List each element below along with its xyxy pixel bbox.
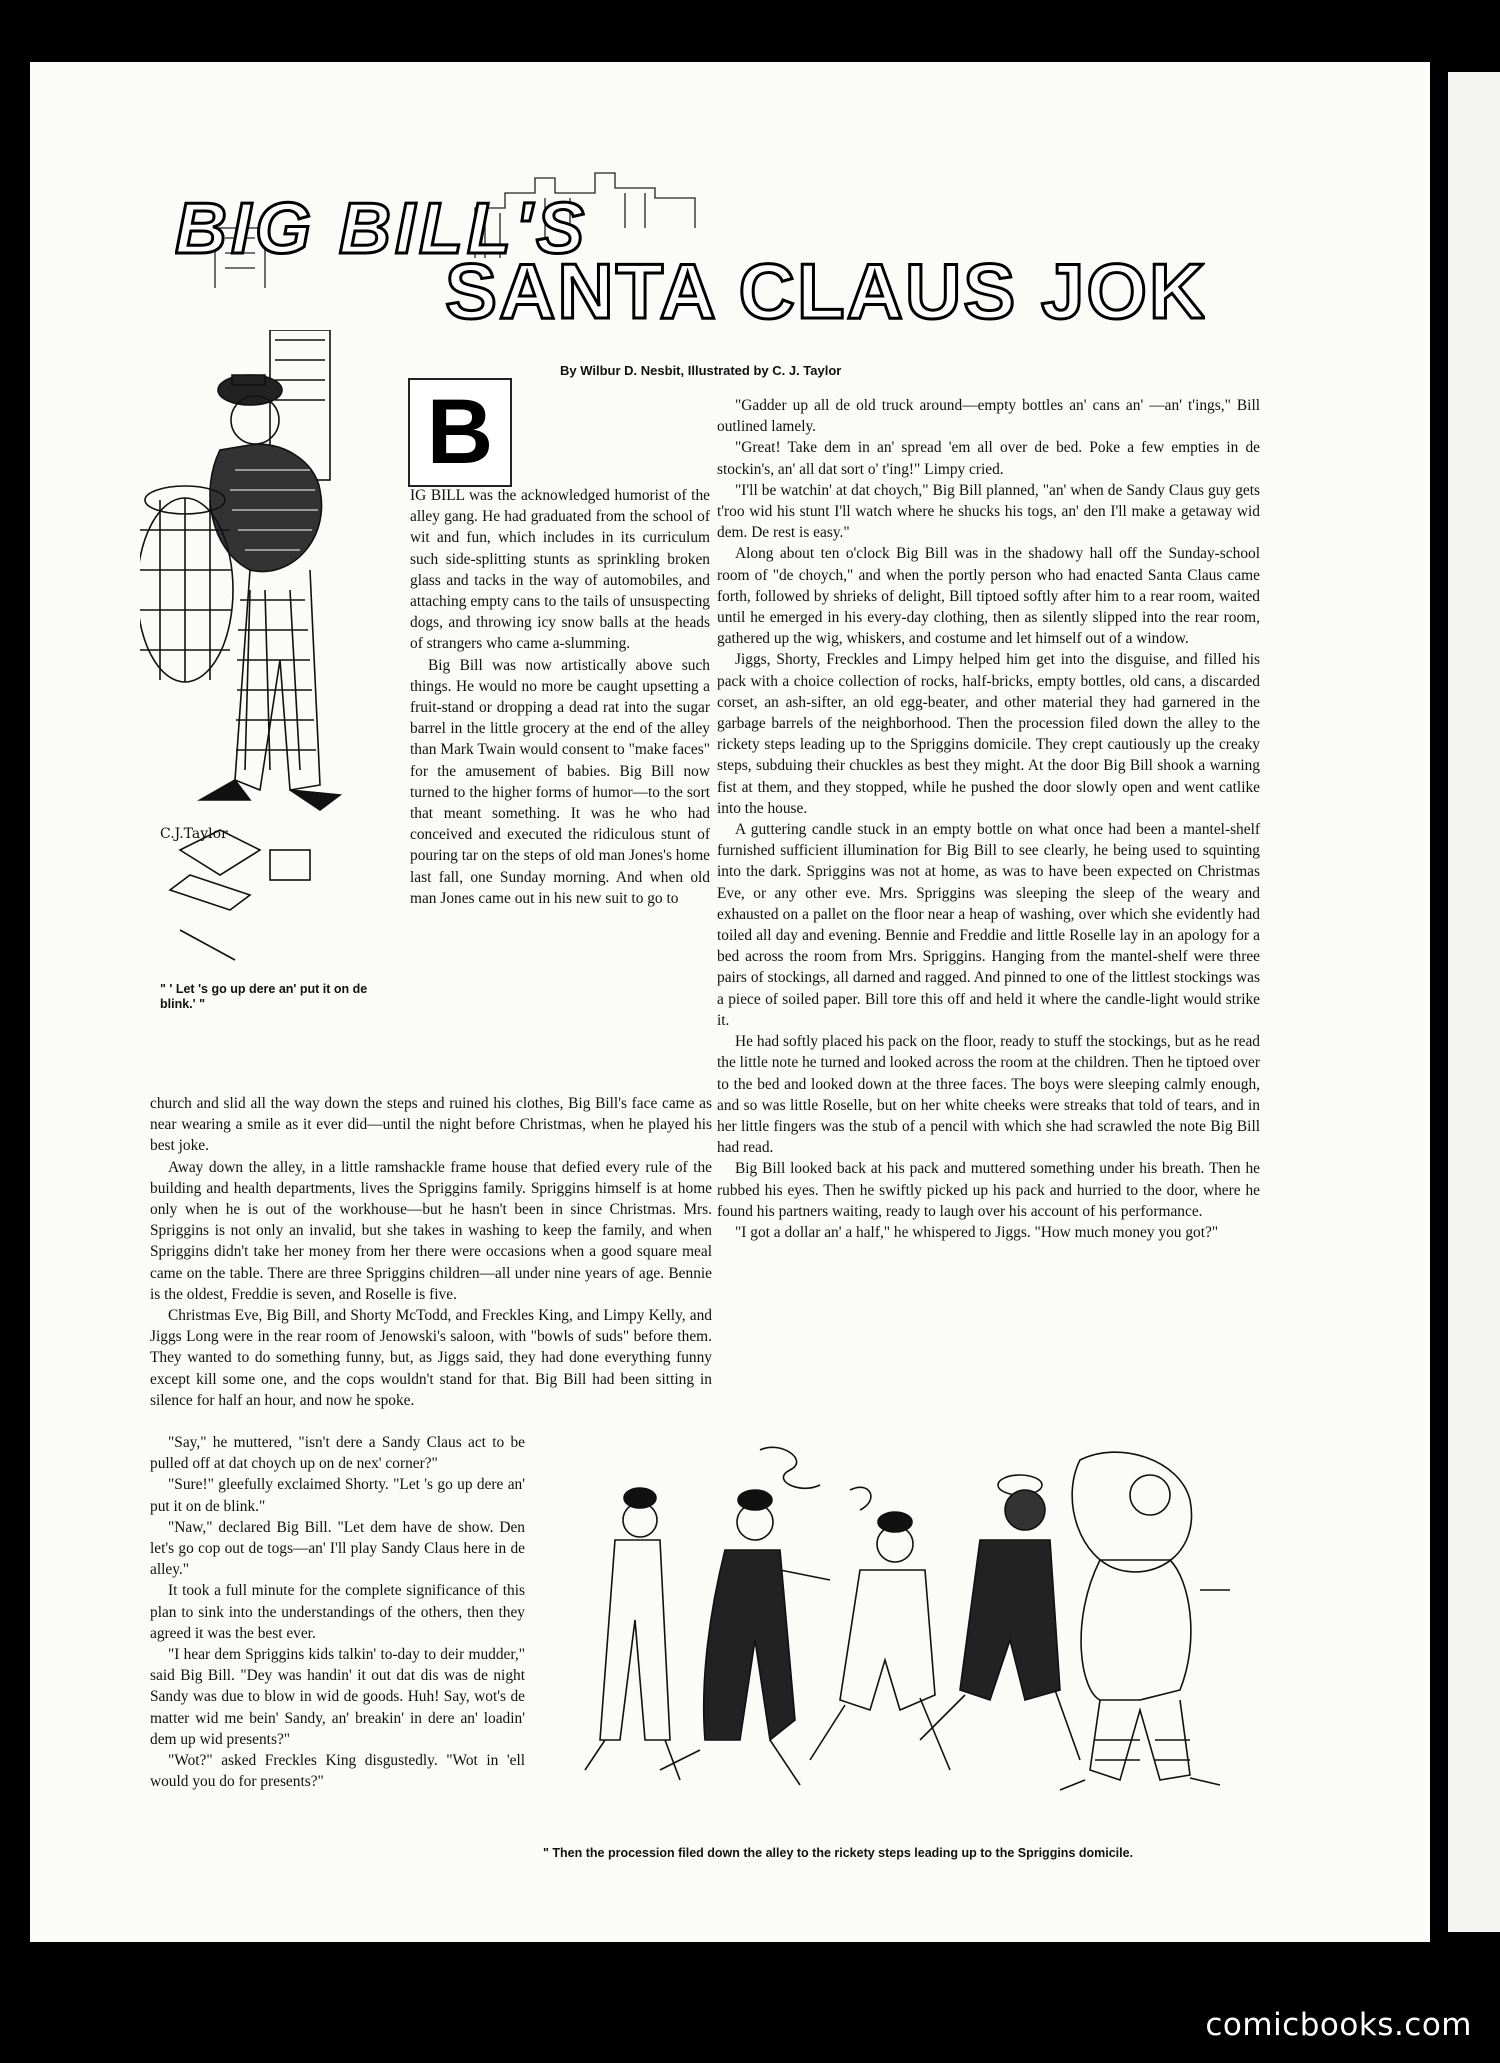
paragraph-12: "Great! Take dem in an' spread 'em all over de bed. Poke a few empties in de stockin's, an' all dat sort o' t'ing!" Limpy cried. (717, 439, 1260, 478)
column-c (150, 1432, 525, 1792)
paragraph-2: Big Bill was now artistically above such things. He would no more be caught upsetting a fruit-stand or dropping a dead rat into the sugar barrel in the little grocery at the end of the alley than Mark Twain would consent to "make faces" for the amusement of babies. Big Bill now turned to the higher forms of humor—to the sort that meant something. It was he who had conceived and executed the ridiculous stunt of pouring tar on the steps of old man Jones's home last fall, one Sunday morning. And when old man Jones came out in his new suit to go to (410, 656, 710, 907)
svg-text:C.J.Taylor: C.J.Taylor (160, 826, 228, 842)
drop-cap: B (408, 378, 512, 487)
paragraph-15: Jiggs, Shorty, Freckles and Limpy helped him get into the disguise, and filled his pack with a choice collection of rocks, half-bricks, empty bottles, old cans, a discarded corset, an ash-sifter, an old egg-beater, and other material they had garnered in the garbage barrels of the neighborhood. Then the procession filed down the alley to the rickety steps leading up to the Spriggins domicile. They crept cautiously up the creaky steps, subduing their chuckles as best they might. At the door Big Bill shook a warning fist at them, and they stopped, while he pushed the door slowly open and went catlike into the house. (717, 651, 1260, 817)
story-title (175, 168, 1205, 338)
paragraph-3: Away down the alley, in a little ramshackle frame house that defied every rule of the building and health departments, lives the Spriggins family. Spriggins himself is at home only when he is out of the workhouse—but he hasn't been in since Christmas. Mrs. Spriggins is not only an invalid, but she takes in washing to keep the family, and when Spriggins didn't take her money from her there were occasions when a good square meal came on the table. There are three Spriggins children—all under nine years of age. Bennie is the oldest, Freddie is seven, and Roselle is five. (150, 1158, 712, 1303)
paragraph-6: "Sure!" gleefully exclaimed Shorty. "Let 's go up dere an' put it on de blink." (150, 1476, 525, 1515)
title-line-2: SANTA CLAUS JOKE (445, 247, 1205, 335)
paragraph-17: He had softly placed his pack on the floor, ready to stuff the stockings, but as he read the little note he turned and looked across the room at the children. Then he tiptoed over to the bed and looked down at the three faces. The boys were sleeping calmly enough, and so was little Roselle, but on her white cheeks were streaks that told of tears, and in her little fingers was the stub of a pencil with which she had scrawled the note Big Bill had read. (717, 1033, 1260, 1157)
paragraph-19: "I got a dollar an' a half," he whispered to Jiggs. "How much money you got?" (735, 1223, 1219, 1241)
bottom-illustration-caption: " Then the procession filed down the alley to the rickety steps leading up to the Spriggins domicile. (543, 1846, 1134, 1860)
left-illustration-caption: " ' Let 's go up dere an' put it on de blink.' " (160, 982, 368, 1011)
column-b (150, 1093, 712, 1411)
paragraph-9: "I hear dem Spriggins kids talkin' to-day to deir mudder," said Big Bill. "Dey was handin' it out dat dis was de night Sandy was due to blow in wid de goods. Huh! Say, wot's de matter wid me bein' Sandy, an' breakin' in dere an' loadin' dem up wid presents?" (150, 1646, 525, 1748)
procession-illustration (540, 1440, 1260, 1840)
site-watermark: comicbooks.com (1205, 2007, 1472, 2043)
paragraph-10: "Wot?" asked Freckles King disgustedly. "Wot in 'ell would you do for presents?" (150, 1752, 525, 1791)
title-line-1: BIG BILL'S (175, 189, 589, 269)
facing-page-edge (1448, 72, 1500, 1932)
paragraph-8: It took a full minute for the complete significance of this plan to sink into the understandings of the others, then they agreed it was the best ever. (150, 1582, 525, 1642)
paragraph-2-cont: church and slid all the way down the steps and ruined his clothes, Big Bill's face came as near wearing a smile as it ever did—until the night before Christmas, when he played his best joke. (150, 1095, 712, 1155)
column-a (410, 485, 710, 909)
big-bill-barrel-illustration (140, 330, 430, 980)
paragraph-11: "Gadder up all de old truck around—empty bottles an' cans an' —an' t'ings," Bill outlined lamely. (717, 397, 1260, 436)
paragraph-13: "I'll be watchin' at dat choych," Big Bill planned, "an' when de Sandy Claus guy gets t'roo wid his stunt I'll watch where he shucks his togs, an' den I'll make a getaway wid dem. De rest is easy." (717, 481, 1260, 542)
paragraph-18: Big Bill looked back at his pack and muttered something under his breath. Then he rubbed his eyes. Then he swiftly picked up his pack and hurried to the door, where he found his partners waiting, ready to laugh over his account of his performance. (717, 1160, 1260, 1220)
paragraph-7: "Naw," declared Big Bill. "Let dem have de show. Den let's go cop out de togs—an' I'll play Sandy Claus here in de alley." (150, 1518, 525, 1579)
paragraph-4: Christmas Eve, Big Bill, and Shorty McTodd, and Freckles King, and Limpy Kelly, and Jiggs Long were in the rear room of Jenowski's saloon, with "bowls of suds" before them. They wanted to do something funny, but, as Jiggs said, they had done everything funny except kill some one, and the cops wouldn't stand for that. Big Bill had been sitting in silence for half an hour, and now he spoke. (150, 1307, 712, 1409)
paragraph-14: Along about ten o'clock Big Bill was in the shadowy hall off the Sunday-school room of "de choych," and when the portly person who had enacted Santa Claus came forth, followed by shrieks of delight, Bill tiptoed softly after him to a rear room, waited until he emerged in his every-day clothing, then as silently slipped into the rear room, gathered up the wig, whiskers, and costume and let himself out of a window. (717, 545, 1260, 648)
paragraph-lead: IG BILL was the acknowledged humorist of the alley gang. He had graduated from the school of wit and fun, which includes in its curriculum such side-splitting stunts as sprinkling broken glass and tacks in the way of automobiles, and attaching empty cans to the tails of unsuspecting dogs, and throwing icy snow balls at the heads of strangers who came a-slumming. (410, 487, 710, 653)
byline: By Wilbur D. Nesbit, Illustrated by C. J. Taylor (560, 363, 842, 378)
paragraph-5: "Say," he muttered, "isn't dere a Sandy Claus act to be pulled off at dat choych up on de nex' corner?" (150, 1434, 525, 1473)
paragraph-16: A guttering candle stuck in an empty bottle on what once had been a mantel-shelf furnished sufficient illumination for Big Bill to see clearly, he being used to squinting into the dark. Spriggins was not at home, as was to have been expected on Christmas Eve, or any other eve. Mrs. Spriggins was sleeping the sleep of the weary and exhausted on a pallet on the floor near a heap of washing, over which she evidently had toiled all day and evening. Bennie and Freddie and little Roselle lay in an apology for a bed across the room from Mrs. Spriggins. Hanging from the mantel-shelf were three pairs of stockings, all darned and ragged. And pinned to one of the littlest stockings was a piece of soiled paper. Bill tore this off and held it where the candle-light would strike it. (717, 821, 1260, 1029)
column-d (717, 395, 1260, 1243)
